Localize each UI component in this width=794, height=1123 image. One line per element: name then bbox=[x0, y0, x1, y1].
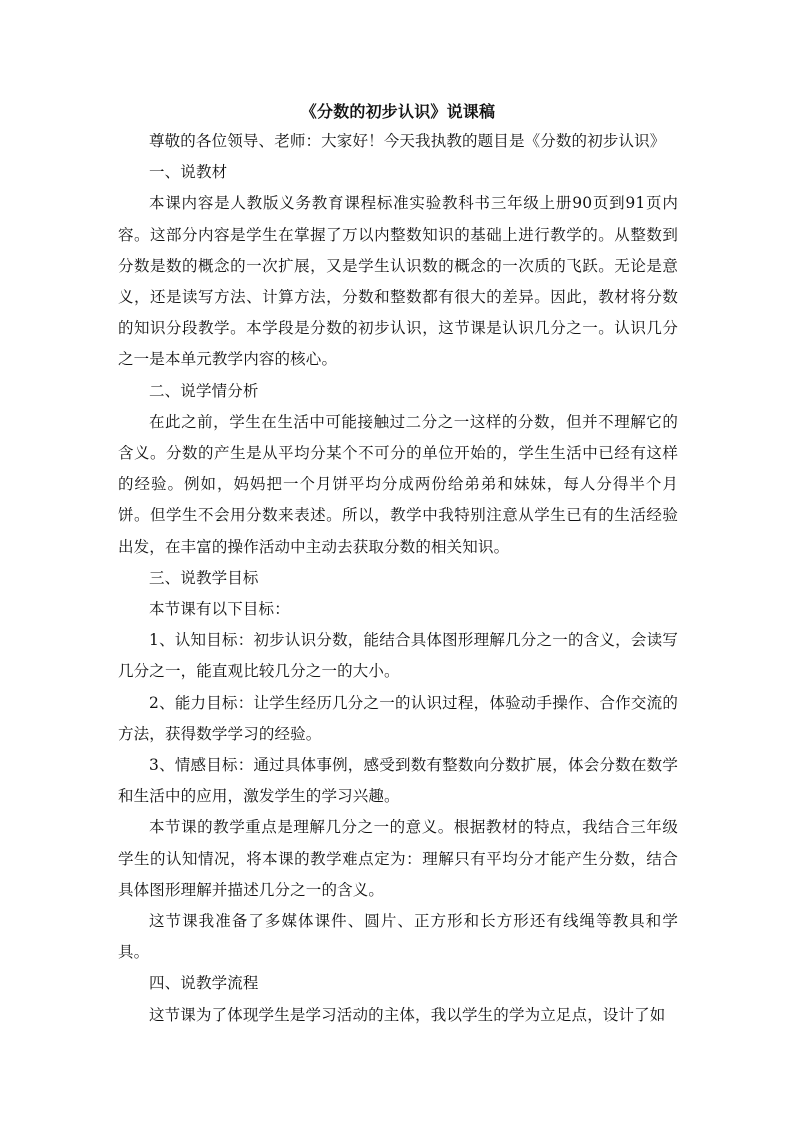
paragraph-goal-emotion: 3、情感目标：通过具体事例，感受到数有整数向分数扩展，体会分数在数学和生活中的应用，激发学生的学习兴趣。 bbox=[118, 756, 678, 806]
section-heading-student-analysis: 二、说学情分析 bbox=[149, 381, 259, 400]
section-heading-teaching-goals: 三、说教学目标 bbox=[149, 568, 259, 587]
paragraph-goal-cognitive: 1、认知目标：初步认识分数，能结合具体图形理解几分之一的含义，会读写几分之一，能直观比较几分之一的大小。 bbox=[118, 631, 678, 681]
section-heading-teaching-process: 四、说教学流程 bbox=[149, 974, 259, 993]
document-title: 《分数的初步认识》说课稿 bbox=[300, 102, 496, 121]
document-body bbox=[118, 98, 678, 1031]
greeting-paragraph: 尊敬的各位领导、老师：大家好！今天我执教的题目是《分数的初步认识》 bbox=[149, 132, 666, 150]
paragraph-materials: 这节课我准备了多媒体课件、圆片、正方形和长方形还有线绳等教具和学具。 bbox=[118, 912, 678, 962]
paragraph-teaching-process: 这节课为了体现学生是学习活动的主体，我以学生的学为立足点，设计了如 bbox=[149, 1005, 666, 1024]
paragraph-key-points: 本节课的教学重点是理解几分之一的意义。根据教材的特点，我结合三年级学生的认知情况，将本课的教学难点定为：理解只有平均分才能产生分数，结合具体图形理解并描述几分之一的含义。 bbox=[118, 818, 678, 899]
paragraph-goals-intro: 本节课有以下目标： bbox=[149, 600, 290, 619]
paragraph-student-analysis: 在此之前，学生在生活中可能接触过二分之一这样的分数，但并不理解它的含义。分数的产生是从平均分某个不可分的单位开始的，学生生活中已经有这样的经验。例如，妈妈把一个月饼平均分成两份给弟弟和妹妹，每人分得半个月饼。但学生不会用分数来表述。所以，教学中我特别注意从学生已有的生活经验出发，在丰富的操作活动中主动去获取分数的相关知识。 bbox=[118, 412, 678, 556]
paragraph-goal-ability: 2、能力目标：让学生经历几分之一的认识过程，体验动手操作、合作交流的方法，获得数学学习的经验。 bbox=[118, 693, 678, 743]
paragraph-teaching-material: 本课内容是人教版义务教育课程标准实验教科书三年级上册90页到91页内容。这部分内容是学生在掌握了万以内整数知识的基础上进行教学的。从整数到分数是数的概念的一次扩展，又是学生认识数的概念的一次质的飞跃。无论是意义，还是读写方法、计算方法，分数和整数都有很大的差异。因此，教材将分数的知识分段教学。本学段是分数的初步认识，这节课是认识几分之一。认识几分之一是本单元教学内容的核心。 bbox=[118, 194, 678, 369]
section-heading-teaching-material: 一、说教材 bbox=[149, 163, 228, 182]
